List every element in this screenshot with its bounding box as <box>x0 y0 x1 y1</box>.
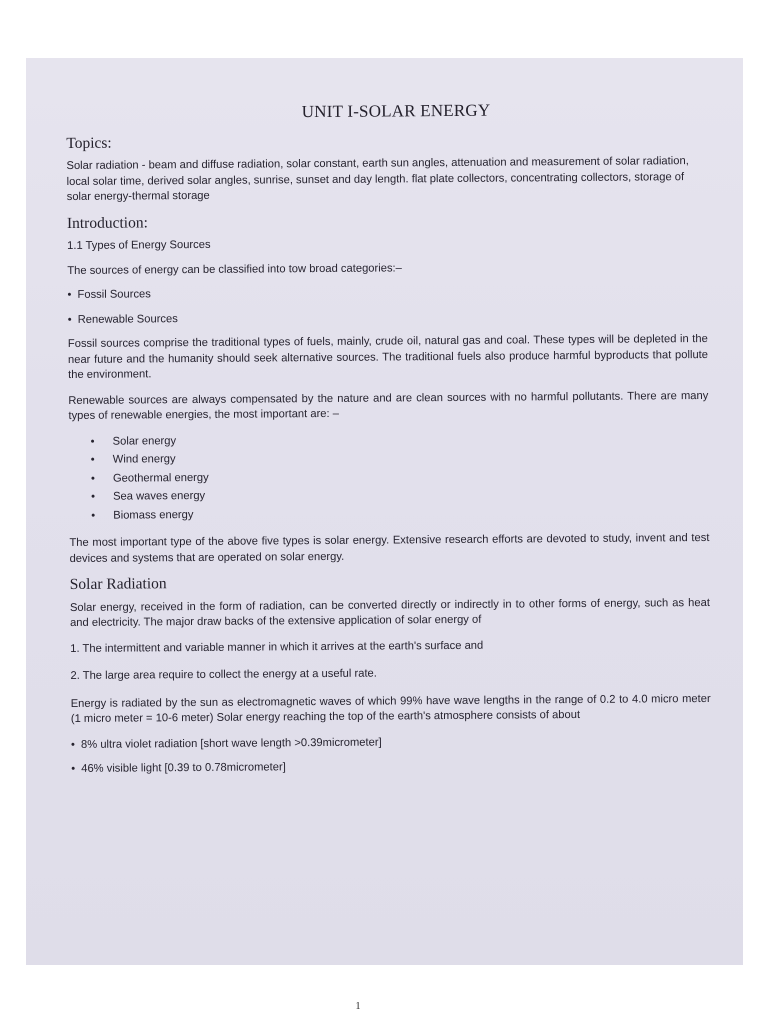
drawback-2: 2. The large area require to collect the energy at a useful rate. <box>70 667 377 682</box>
list-item-label: Biomass energy <box>113 508 194 522</box>
list-item-label: Wind energy <box>112 453 176 466</box>
bullet-icon: • <box>90 453 95 466</box>
topics-heading: Topics: <box>66 134 112 152</box>
source-category-fossil <box>67 283 707 304</box>
sources-intro: The sources of energy can be classified into tow broad categories:– <box>67 261 402 277</box>
introduction-heading: Introduction: <box>66 213 148 232</box>
bullet-icon: • <box>90 472 95 485</box>
list-item-label: Sea waves energy <box>113 489 206 503</box>
document-title: UNIT I-SOLAR ENERGY <box>301 100 491 122</box>
bullet-icon: • <box>91 509 96 522</box>
document-photo <box>26 58 743 965</box>
topics-text: Solar radiation - beam and diffuse radiation, solar constant, earth sun angles, attenuation and measurement of solar radiation, local solar time, derived solar angles, sunrise, sunset and day length. flat plate collectors, concentrating collectors, storage of solar energy-thermal storage <box>66 155 689 203</box>
bullet-icon: • <box>91 490 96 503</box>
list-item <box>90 466 709 486</box>
important-type-paragraph: The most important type of the above five types is solar energy. Extensive research efforts are devoted to study, invent and test devices and systems that are operated on solar energy. <box>69 531 710 565</box>
document-page <box>66 101 711 787</box>
fossil-paragraph: Fossil sources comprise the traditional types of fuels, mainly, crude oil, natural gas and coal. These types will be depleted in the near future and the humanity should seek alternative sources. The traditional fuels also produce harmful byproducts that pollute the environment. <box>67 332 709 381</box>
section-1-1-heading: 1.1 Types of Energy Sources <box>67 238 211 252</box>
spectrum-item-visible <box>71 757 711 778</box>
bullet-icon: • <box>67 313 72 326</box>
bullet-icon: • <box>70 738 75 751</box>
list-item <box>91 485 709 505</box>
list-item <box>91 503 709 523</box>
page-number: 1 <box>355 1001 361 1012</box>
list-item-label: Geothermal energy <box>112 471 209 485</box>
spectrum-item-ultraviolet <box>71 732 711 753</box>
solar-radiation-paragraph: Solar energy, received in the form of radiation, can be converted directly or indirectly in to other forms of energy, such as heat and electricity. The major draw backs of the extensive application of solar energy of <box>69 596 710 629</box>
drawback-1: 1. The intermittent and variable manner in which it arrives at the earth's surface and <box>70 639 484 655</box>
list-item-label: Solar energy <box>112 434 177 448</box>
list-item <box>90 429 709 449</box>
solar-radiation-heading: Solar Radiation <box>69 575 167 593</box>
bullet-icon: • <box>71 762 76 775</box>
spectrum-item-label: 46% visible light [0.39 to 0.78micrometer] <box>81 761 286 775</box>
source-category-label: Renewable Sources <box>77 312 178 326</box>
bullet-icon: • <box>67 288 72 301</box>
energy-radiation-paragraph: Energy is radiated by the sun as electromagnetic waves of which 99% have wave lengths in the range of 0.2 to 4.0 micro meter (1 micro meter = 10-6 meter) Solar energy reaching the top of the earth's atmosphere consists of about <box>70 692 711 725</box>
source-category-renewable <box>68 307 708 328</box>
renewable-energy-list <box>69 429 710 524</box>
spectrum-item-label: 8% ultra violet radiation [short wave length >0.39micrometer] <box>80 736 382 751</box>
renewable-paragraph: Renewable sources are always compensated by the nature and are clean sources with no harmful pollutants. There are many types of renewable energies, the most important are: – <box>68 389 709 422</box>
source-category-label: Fossil Sources <box>77 288 151 301</box>
list-item <box>90 448 709 468</box>
bullet-icon: • <box>90 435 95 448</box>
